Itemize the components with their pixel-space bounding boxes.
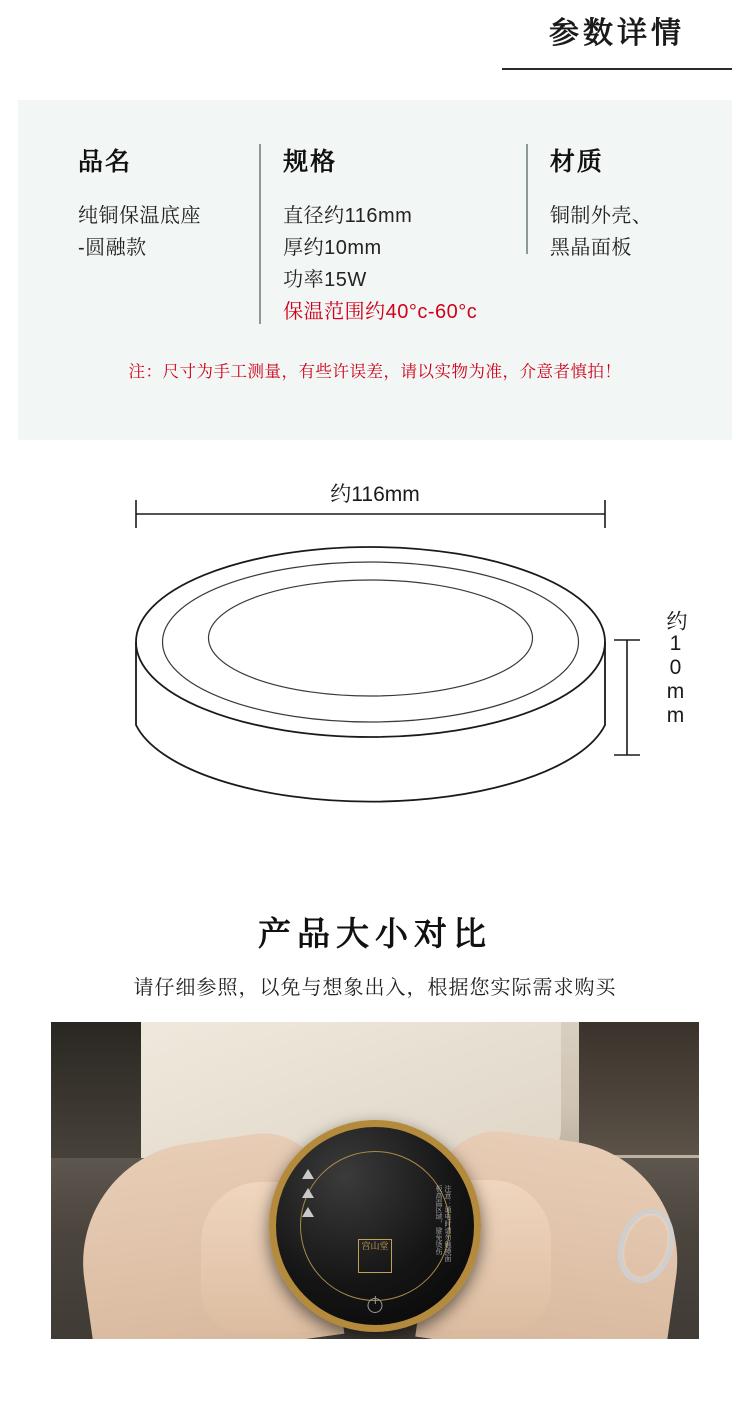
height-dimension-label: 约10mm xyxy=(664,610,687,728)
comparison-title: 产品大小对比 xyxy=(258,915,492,952)
photo-device xyxy=(269,1120,481,1332)
page-header xyxy=(0,0,750,92)
device-logo: 宫山堂 xyxy=(358,1239,392,1273)
product-outline-svg xyxy=(0,470,750,890)
width-dimension-label: 约116mm xyxy=(330,483,420,506)
spec-value: 黑晶面板 xyxy=(549,237,632,259)
power-icon xyxy=(368,1298,383,1313)
spec-panel xyxy=(18,100,732,440)
spec-value: 厚约10mm xyxy=(283,237,382,259)
header-divider xyxy=(502,68,732,70)
spec-columns xyxy=(18,142,732,328)
spec-value: 纯铜保温底座 xyxy=(78,205,201,227)
page-title: 参数详情 xyxy=(549,17,685,50)
photo-dark-right xyxy=(579,1022,699,1155)
spec-value: 直径约116mm xyxy=(283,205,413,227)
spec-column-specification xyxy=(259,142,526,328)
spec-value: 功率15W xyxy=(283,269,367,291)
warning-triangle-icon xyxy=(302,1169,314,1226)
spec-column-material xyxy=(526,142,732,328)
spec-note: 注：尺寸为手工测量，有些许误差，请以实物为准，介意者慎拍！ xyxy=(128,363,622,381)
spec-column-title: 规格 xyxy=(283,148,338,176)
dimension-drawing xyxy=(0,470,750,890)
spec-column-name xyxy=(78,142,259,328)
device-inner-ring xyxy=(300,1151,450,1301)
device-side-text: 注意：通电时请勿触摸面板高温区域，避免烫伤 xyxy=(435,1185,451,1262)
photo-dark-left xyxy=(51,1022,141,1174)
spec-value: -圆融款 xyxy=(78,237,147,259)
spec-value-highlight: 保温范围约40°c-60°c xyxy=(283,301,478,323)
header-title-wrap xyxy=(502,10,732,70)
product-scale-photo xyxy=(51,1022,699,1339)
spec-column-title: 品名 xyxy=(78,148,133,176)
spec-value: 铜制外壳、 xyxy=(549,205,653,227)
comparison-subtitle: 请仔细参照，以免与想象出入，根据您实际需求购买 xyxy=(133,977,617,999)
comparison-section xyxy=(0,908,750,1000)
spec-column-title: 材质 xyxy=(549,148,604,176)
